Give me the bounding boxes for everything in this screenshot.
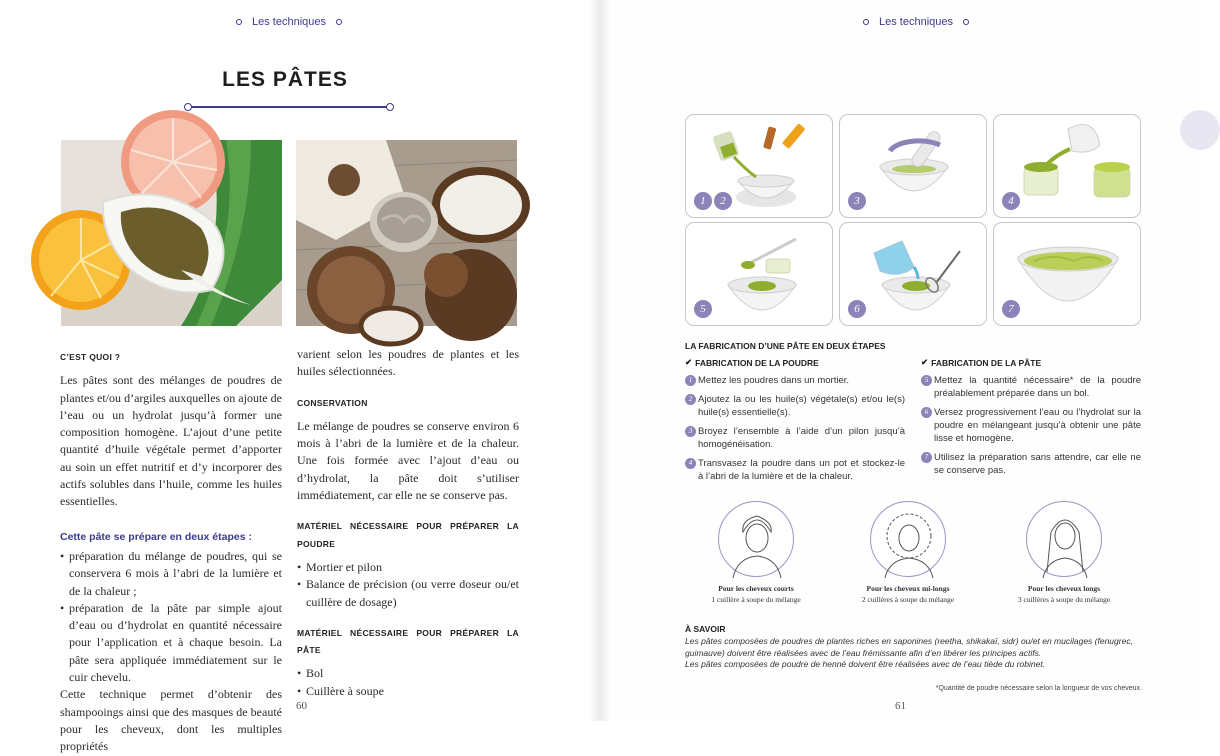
hair-caption: Pour les cheveux mi-longs 2 cuillères à soupe du mélange <box>861 584 955 604</box>
left-column <box>60 346 282 756</box>
running-head-left: Les techniques <box>236 16 342 28</box>
pate-steps: ✔ FABRICATION DE LA PÂTE 5 Mettez la quantité nécessaire* de la poudre préalablement préparée dans un bol. 6 Versez progressivement l’eau ou l’hydrolat sur la poudre en mélangeant jusqu’à obtenir une pâte lisse et homogène. 7 Utilisez la préparation sans attendre, car elle ne se conserve pas. <box>921 357 1141 476</box>
paragraph: varient selon les poudres de plantes et les huiles sélectionnées. <box>297 347 519 379</box>
step-item: 4 Transvasez la poudre dans un pot et stockez-le à l’abri de la lumière et de la chaleur. <box>685 457 905 483</box>
step-number-badge: 7 <box>1002 300 1020 318</box>
step-panel-1-2 <box>685 114 833 218</box>
step-number-badge: 4 <box>1002 192 1020 210</box>
title-rule <box>190 106 388 108</box>
bullet-item: • préparation de la pâte par simple ajout d’eau ou d’hydrolat en quantité nécessaire pour l’application et à chaque besoin. La pâte sera appliquée immédiatement sur le cuir chevelu. <box>60 600 282 686</box>
a-savoir-box <box>685 624 1145 671</box>
step-panel-5 <box>685 222 833 326</box>
ornament-dot <box>963 19 969 25</box>
subheading: Cette pâte se prépare en deux étapes : <box>60 530 252 543</box>
photo-paste-citrus <box>61 140 282 326</box>
hair-caption: Pour les cheveux longs 3 cuillères à soupe du mélange <box>1017 584 1111 604</box>
step-item: 6 Versez progressivement l’eau ou l’hydrolat sur la poudre en mélangeant jusqu’à obtenir une pâte lisse et homogène. <box>921 406 1141 445</box>
paragraph: Cette technique permet d’obtenir des shampooings ainsi que des masques de beauté pour les cheveux, dont les multiples propriétés <box>60 687 282 754</box>
photo-clay-coconut <box>296 140 517 326</box>
poudre-steps: ✔ FABRICATION DE LA POUDRE 1 Mettez les poudres dans un mortier. 2 Ajoutez la ou les huile(s) végétale(s) et/ou le(s) huile(s) essentielle(s). 3 Broyez l’ensemble à l’aide d’un pilon jusqu’à homogénéisation. 4 Transvasez la poudre dans un pot et stockez-le à l’abri de la lumière et de la chaleur. <box>685 357 905 482</box>
step-number-badge: 2 <box>714 192 732 210</box>
portrait-long-hair <box>1026 501 1102 577</box>
step-panel-7 <box>993 222 1141 326</box>
paragraph: Le mélange de poudres se conserve environ 6 mois à l’abri de la lumière et de la chaleur. Une fois formée avec l’ajout d’eau ou d’hydrolat, la pâte doit s’utiliser immédiatement, car elle ne se conserve pas. <box>297 418 519 503</box>
step-item: 7 Utilisez la préparation sans attendre, car elle ne se conserve pas. <box>921 451 1141 477</box>
right-column <box>297 346 519 700</box>
left-page <box>0 0 600 754</box>
section-heading: LA FABRICATION D’UNE PÂTE EN DEUX ÉTAPES <box>685 341 886 351</box>
step-item: 5 Mettez la quantité nécessaire* de la poudre préalablement préparée dans un bol. <box>921 374 1141 400</box>
section-heading: À SAVOIR <box>685 624 726 634</box>
step-number-badge: 1 <box>694 192 712 210</box>
bullet-item: • Balance de précision (ou verre doseur ou/et cuillère de dosage) <box>297 576 519 611</box>
section-heading: C’EST QUOI ? <box>60 352 121 362</box>
note-text: Les pâtes composées de poudre de henné doivent être réalisées avec de l’eau tiède du robinet. <box>685 659 1046 669</box>
step-item: 1 Mettez les poudres dans un mortier. <box>685 374 905 387</box>
hair-caption: Pour les cheveux courts 1 cuillère à soupe du mélange <box>711 584 801 604</box>
fabrication-section <box>685 341 1145 351</box>
paragraph: Les pâtes sont des mélanges de poudres de plantes et/ou d’argiles auxquelles on ajoute de l’eau ou un hydrolat jusqu’à former une composition homogène. L’ajout d’une petite quantité d’huile végétale permet d’apporter au soin un effet nutritif et d’y incorporer des actifs solubles dans l’huile, comme les huiles essentielles. <box>60 373 282 509</box>
running-head-right: Les techniques <box>863 16 969 28</box>
bullet-item: • préparation du mélange de poudres, qui se conservera 6 mois à l’abri de la lumière et de la chaleur ; <box>60 548 282 600</box>
page-number: 60 <box>296 700 307 712</box>
step-panel-6 <box>839 222 987 326</box>
step-panel-3 <box>839 114 987 218</box>
section-heading: MATÉRIEL NÉCESSAIRE POUR PRÉPARER LA PÂTE <box>297 627 519 656</box>
check-icon: ✔ <box>685 357 693 367</box>
step-number-badge: 5 <box>694 300 712 318</box>
page-tab-marker <box>1180 110 1220 150</box>
step-panel-4 <box>993 114 1141 218</box>
ornament-dot <box>863 19 869 25</box>
page-number: 61 <box>895 700 906 712</box>
step-item: 3 Broyez l’ensemble à l’aide d’un pilon jusqu’à homogénéisation. <box>685 425 905 451</box>
step-number-badge: 6 <box>848 300 866 318</box>
note-text: Les pâtes composées de poudres de plantes riches en saponines (reetha, shikakaï, sidr) ou/et en mucilages (fenugrec, guimauve) doivent être réalisées avec de l’eau frémissante afin d’en libérer les principes actifs. <box>685 636 1133 658</box>
right-page <box>600 0 1200 721</box>
page-title: LES PÂTES <box>222 68 348 91</box>
section-heading: MATÉRIEL NÉCESSAIRE POUR PRÉPARER LA POUDRE <box>297 521 519 549</box>
step-number-badge: 3 <box>848 192 866 210</box>
bullet-item: • Bol <box>297 665 519 682</box>
step-item: 2 Ajoutez la ou les huile(s) végétale(s) et/ou le(s) huile(s) essentielle(s). <box>685 393 905 419</box>
ornament-dot <box>236 19 242 25</box>
portrait-short-hair <box>718 501 794 577</box>
section-heading: CONSERVATION <box>297 397 368 408</box>
bullet-item: • Cuillère à soupe <box>297 683 519 700</box>
portrait-medium-hair <box>870 501 946 577</box>
ornament-dot <box>336 19 342 25</box>
bullet-item: • Mortier et pilon <box>297 559 519 576</box>
check-icon: ✔ <box>921 357 929 367</box>
footnote: *Quantité de poudre nécessaire selon la longueur de vos cheveux. <box>935 685 1142 692</box>
